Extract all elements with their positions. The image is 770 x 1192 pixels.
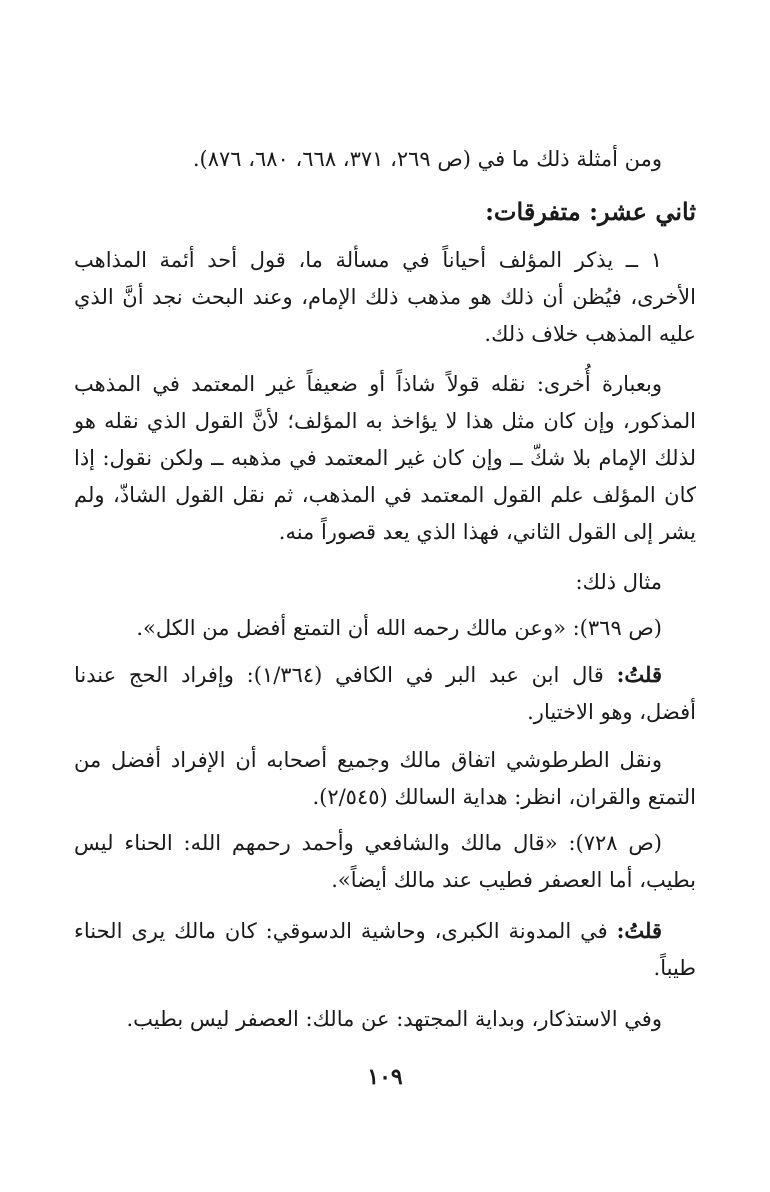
paragraph-4-text: وفي الاستذكار، وبداية المجتهد: عن مالك: العصفر ليس بطيب. (126, 1007, 662, 1031)
paragraph-2 (74, 366, 696, 551)
note-1-label: قلتُ: (616, 662, 663, 687)
paragraph-1-text: ١ ــ يذكر المؤلف أحياناً في مسألة ما، قول أحد أئمة المذاهب الأخرى، فيُظن أن ذلك هو مذهب ذلك الإمام، وعند البحث نجد أنَّ الذي عليه المذهب خلاف ذلك. (74, 248, 696, 346)
page-number: ١٠٩ (367, 1064, 403, 1090)
section-heading: ثاني عشر: متفرقات: (485, 197, 696, 226)
intro-line (74, 141, 696, 178)
paragraph-3-text: ونقل الطرطوشي اتفاق مالك وجميع أصحابه أن الإفراد أفضل من التمتع والقران، انظر: هداية السالك (٢/٥٤٥). (74, 748, 696, 809)
example-label-text: مثال ذلك: (575, 570, 662, 594)
example-label (74, 564, 696, 601)
paragraph-2-text: وبعبارة أُخرى: نقله قولاً شاذاً أو ضعيفاً غير المعتمد في المذهب المذكور، وإن كان مثل هذا لا يؤاخذ به المؤلف؛ لأنَّ القول الذي نقله هو لذلك الإمام بلا شكّ ــ وإن كان غير المعتمد في مذهبه ــ ولكن نقول: إذا كان المؤلف علم القول المعتمد في المذهب، ثم نقل القول الشاذّ، ولم يشر إلى القول الثاني، فهذا الذي يعد قصوراً منه. (74, 372, 696, 544)
note-1 (74, 656, 696, 731)
quote-1-text: (ص ٣٦٩): «وعن مالك رحمه الله أن التمتع أفضل من الكل». (136, 616, 662, 640)
quote-2-text: (ص ٧٢٨): «قال مالك والشافعي وأحمد رحمهم الله: الحناء ليس بطيب، أما العصفر فطيب عند مالك أيضاً». (74, 831, 696, 892)
quote-2 (74, 825, 696, 899)
paragraph-4 (74, 1001, 696, 1038)
note-2-label: قلتُ: (616, 918, 662, 943)
intro-text: ومن أمثلة ذلك ما في (ص ٢٦٩، ٣٧١، ٦٦٨، ٦٨٠، ٨٧٦). (192, 147, 662, 171)
quote-1 (74, 610, 696, 647)
paragraph-3 (74, 742, 696, 816)
paragraph-1 (74, 242, 696, 353)
note-2 (74, 912, 696, 987)
note-1-text: قال ابن عبد البر في الكافي (١/٣٦٤): وإفراد الحج عندنا أفضل، وهو الاختيار. (74, 663, 696, 724)
note-2-text: في المدونة الكبرى، وحاشية الدسوقي: كان مالك يرى الحناء طيباً. (74, 919, 696, 980)
